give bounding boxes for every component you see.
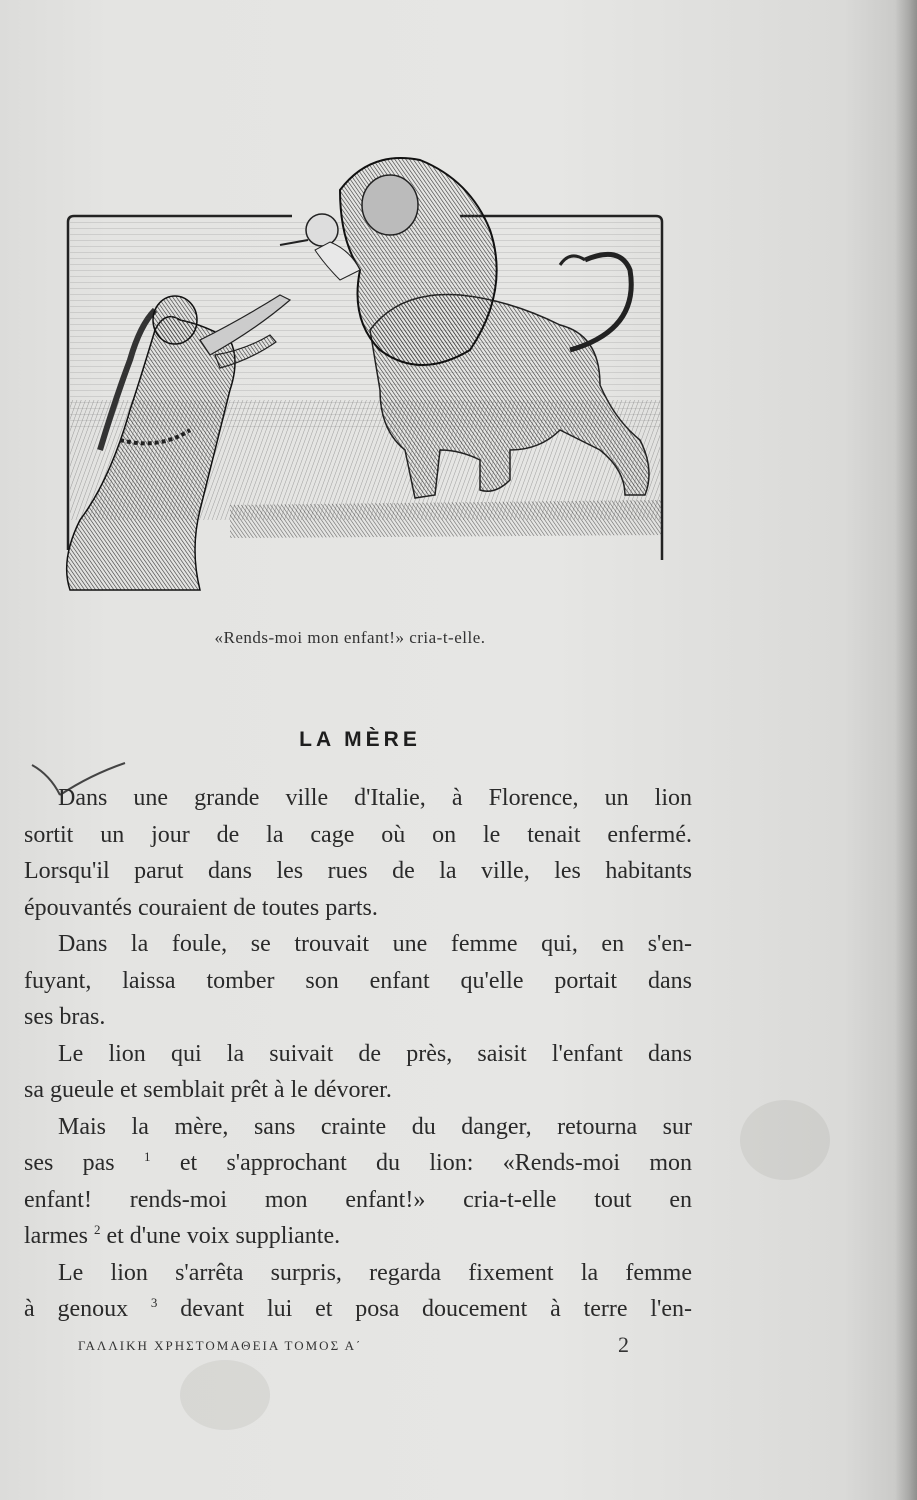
text-fragment: ses pas xyxy=(24,1150,115,1176)
footnote-ref: 2 xyxy=(93,1222,101,1237)
text-fragment: larmes xyxy=(24,1223,88,1249)
text-fragment: à genoux xyxy=(24,1296,129,1322)
footnote-ref: 3 xyxy=(150,1295,158,1310)
text-fragment: et d'une voix suppliante. xyxy=(106,1223,341,1249)
text-line xyxy=(24,1145,692,1182)
engraving-lion-mother-illustration xyxy=(40,150,670,610)
paper-stain xyxy=(740,1100,830,1180)
text-line: Dans une grande ville d'Italie, à Florence, un lion xyxy=(58,785,692,811)
story-text xyxy=(24,780,692,1328)
chapter-title: LA MÈRE xyxy=(299,728,421,751)
book-title-footer: ΓΑΛΛΙΚΗ ΧΡΗΣΤΟΜΑΘΕΙΑ ΤΟΜΟΣ Α΄ xyxy=(78,1338,363,1353)
illustration-caption: «Rends-moi mon enfant!» cria-t-elle. xyxy=(214,628,486,647)
text-fragment: et s'approchant du lion: «Rends-moi mon xyxy=(179,1150,693,1176)
paragraph xyxy=(24,780,692,926)
text-fragment: devant lui et posa doucement à terre l'en- xyxy=(180,1296,693,1322)
paragraph xyxy=(24,1255,692,1328)
paragraph xyxy=(24,926,692,1036)
text-line xyxy=(24,1291,692,1328)
text-line: Le lion qui la suivait de près, saisit l'enfant dans xyxy=(58,1040,692,1067)
text-line: enfant! rends-moi mon enfant!» cria-t-elle tout en xyxy=(24,1186,692,1213)
page-number: 2 xyxy=(618,1332,629,1357)
paragraph xyxy=(24,1109,692,1255)
text-line: Le lion s'arrêta surpris, regarda fixement la femme xyxy=(58,1259,692,1286)
text-line: Dans la foule, se trouvait une femme qui, en s'en- xyxy=(58,931,692,957)
page-edge-shadow xyxy=(895,0,917,1500)
footnote-ref: 1 xyxy=(143,1149,151,1164)
paragraph xyxy=(24,1036,692,1109)
paper-stain xyxy=(180,1360,270,1430)
text-line: fuyant, laissa tomber son enfant qu'elle portait dans xyxy=(24,967,692,994)
text-line: épouvantés couraient de toutes parts. xyxy=(24,894,378,921)
text-line: sa gueule et semblait prêt à le dévorer. xyxy=(24,1077,392,1103)
text-line: ses bras. xyxy=(24,1004,106,1030)
text-line xyxy=(24,1218,692,1255)
text-line: sortit un jour de la cage où on le tenait enfermé. xyxy=(24,821,692,848)
text-line: Lorsqu'il parut dans les rues de la ville, les habitants xyxy=(24,858,692,884)
text-line: Mais la mère, sans crainte du danger, retourna sur xyxy=(58,1113,692,1140)
